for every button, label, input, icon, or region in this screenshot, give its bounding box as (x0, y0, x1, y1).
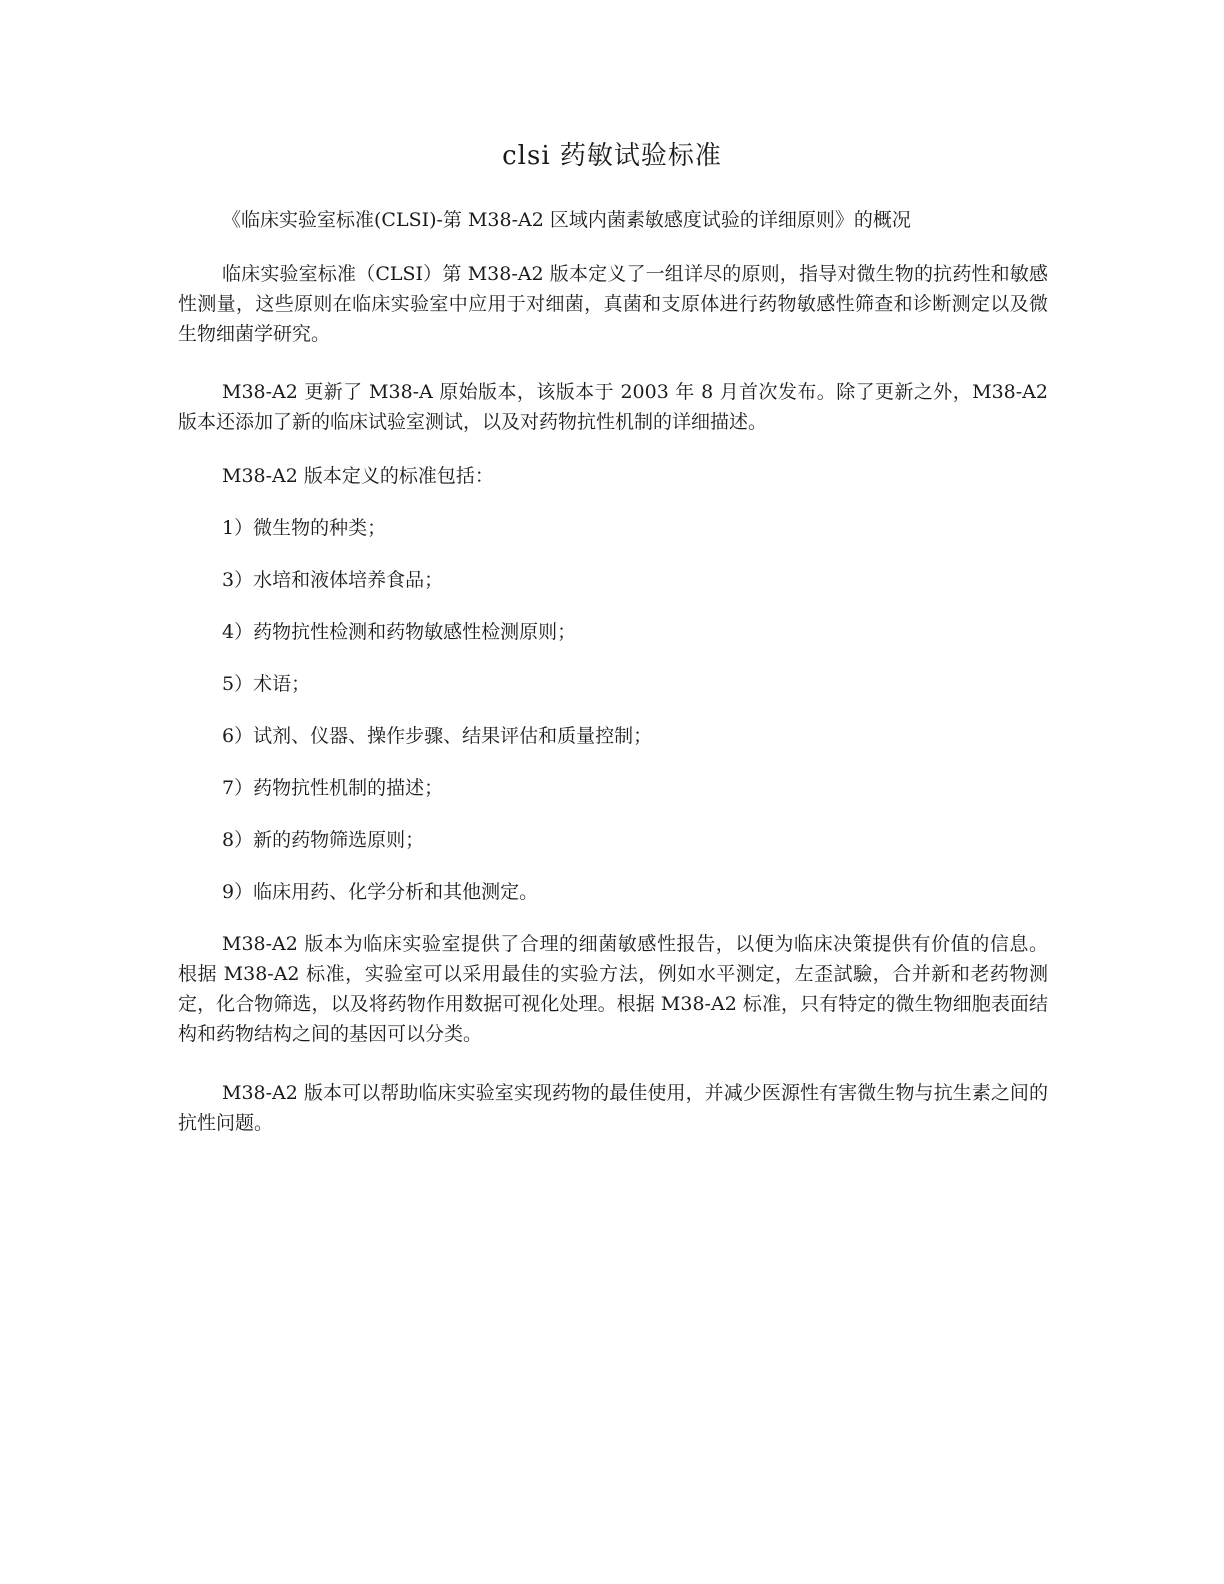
list-item: 5）术语； (222, 673, 311, 695)
list-item: 4）药物抗性检测和药物敏感性检测原则； (222, 621, 577, 643)
document-subtitle: 《临床实验室标准(CLSI)-第 M38-A2 区域内菌素敏感度试验的详细原则》的概况 (222, 209, 911, 231)
list-item: 7）药物抗性机制的描述； (222, 777, 444, 799)
conclusion-paragraph: M38-A2 版本可以帮助临床实验室实现药物的最佳使用，并减少医源性有害微生物与抗生素之间的抗性问题。 (178, 1082, 1048, 1134)
list-item: 8）新的药物筛选原则； (222, 829, 425, 851)
update-paragraph: M38-A2 更新了 M38-A 原始版本，该版本于 2003 年 8 月首次发布。除了更新之外，M38-A2 版本还添加了新的临床试验室测试，以及对药物抗性机制的详细描述。 (178, 381, 1048, 433)
list-item: 3）水培和液体培养食品； (222, 569, 444, 591)
document-title: clsi 药敏试验标准 (502, 141, 722, 171)
list-item: 9）临床用药、化学分析和其他测定。 (222, 881, 539, 903)
intro-paragraph: 临床实验室标准（CLSI）第 M38-A2 版本定义了一组详尽的原则，指导对微生物的抗药性和敏感性测量，这些原则在临床实验室中应用于对细菌，真菌和支原体进行药物敏感性筛查和诊断测定以及微生物细菌学研究。 (178, 263, 1048, 345)
list-item: 6）试剂、仪器、操作步骤、结果评估和质量控制； (222, 725, 653, 747)
report-paragraph: M38-A2 版本为临床实验室提供了合理的细菌敏感性报告，以便为临床决策提供有价值的信息。 根据 M38-A2 标准，实验室可以采用最佳的实验方法，例如水平测定，左歪試驗，合并新和老药物测定，化合物筛选，以及将药物作用数据可视化处理。根据 M38-A2 标准，只有特定的微生物细胞表面结构和药物结构之间的基因可以分类。 (178, 933, 1048, 1045)
list-intro: M38-A2 版本定义的标准包括： (222, 465, 494, 487)
list-item: 1）微生物的种类； (222, 517, 387, 539)
